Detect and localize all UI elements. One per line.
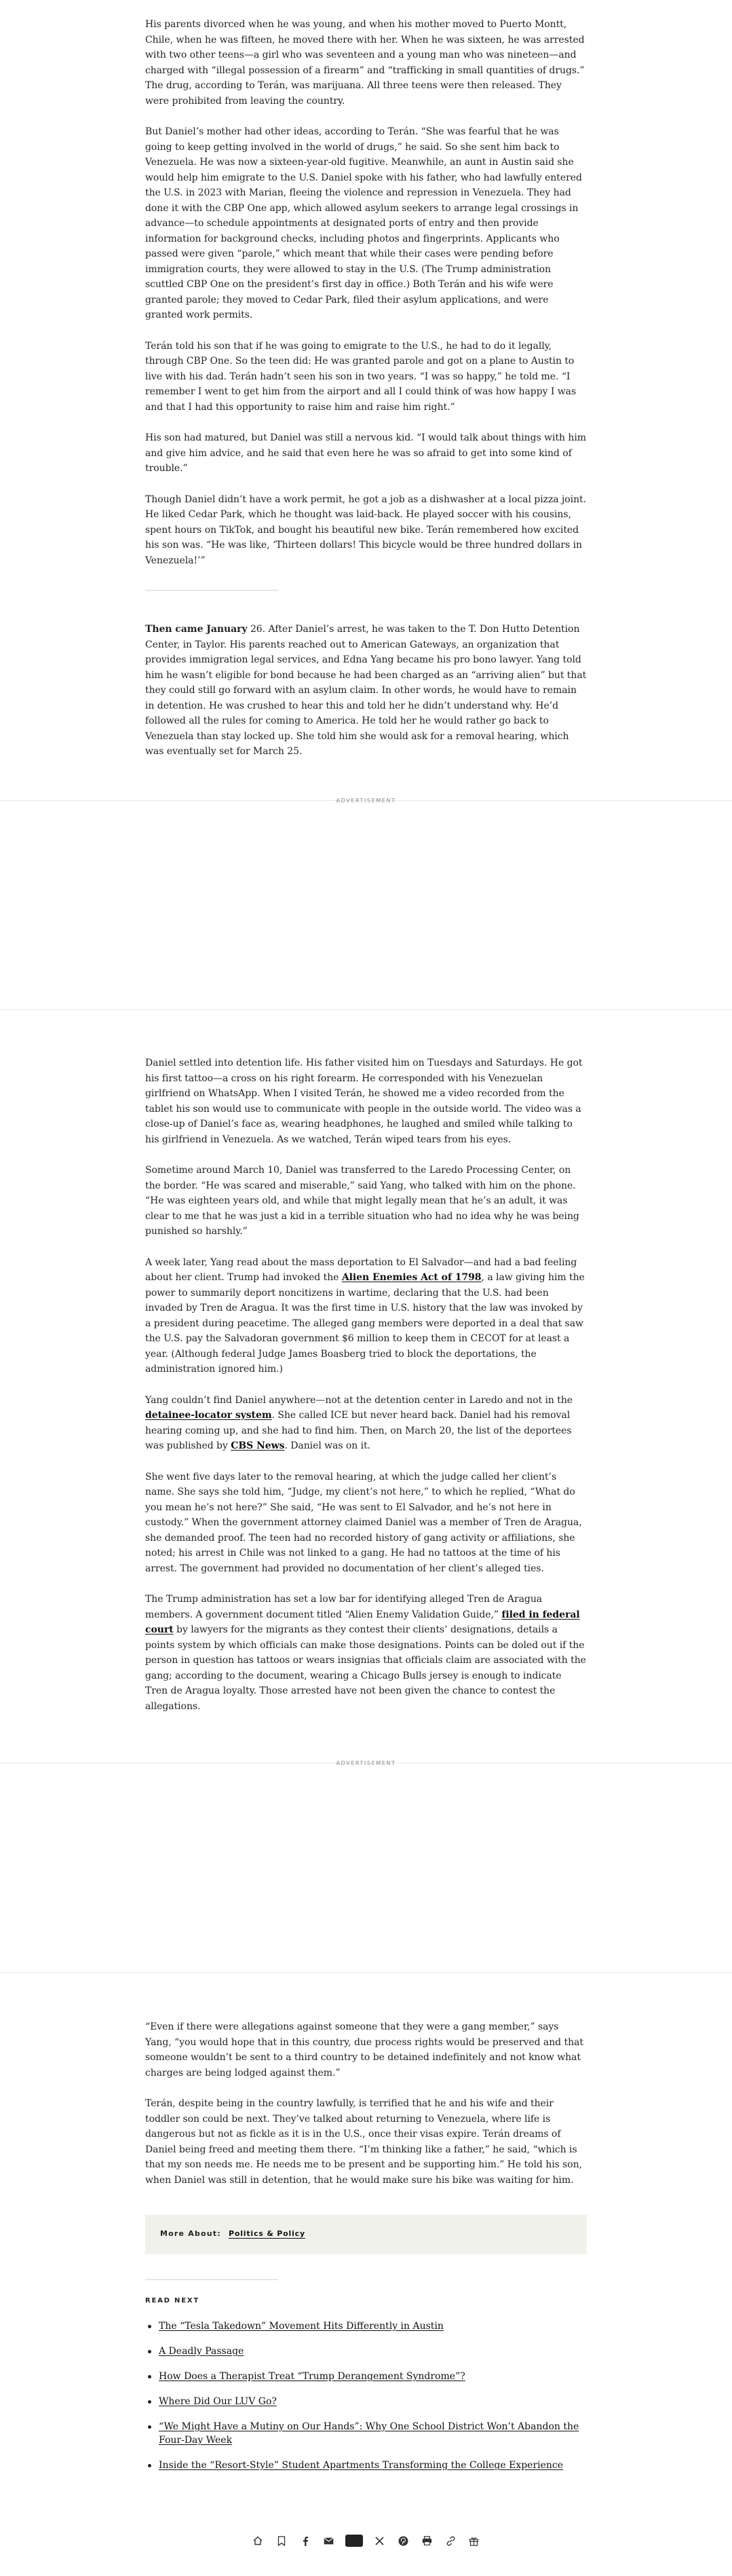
list-item[interactable] bbox=[145, 2370, 587, 2383]
link-icon[interactable] bbox=[444, 2534, 457, 2547]
topic-tag-link[interactable]: Politics & Policy bbox=[229, 2229, 305, 2238]
article-paragraph: But Daniel’s mother had other ideas, according to Terán. “She was fearful that he was going to keep getting involved in the world of drugs,” he said. So she sent him back to Venezuela. He was now a sixteen-year-old fugitive. Meanwhile, an aunt in Austin said she would help him emigrate to the U.S. Daniel spoke with his father, who had lawfully entered the U.S. in 2023 with Marian, fleeing the violence and repression in Venezuela. They had done it with the CBP One app, which allowed asylum seekers to arrange legal crossings in advance—to schedule appointments at designated ports of entry and then provide information for background checks, including photos and fingerprints. Applicants who passed were given “parole,” which meant that while their cases were pending before immigration courts, they were allowed to stay in the U.S. (The Trump administration scuttled CBP One on the president’s first day in office.) Both Terán and his wife were granted parole; they moved to Cedar Park, filed their asylum applications, and were granted work permits. bbox=[145, 126, 582, 320]
more-about-label: More About: bbox=[160, 2229, 221, 2238]
list-item[interactable] bbox=[145, 2395, 587, 2408]
alien-enemies-act-link[interactable]: Alien Enemies Act of 1798 bbox=[341, 1272, 482, 1283]
article-paragraph: Though Daniel didn’t have a work permit, he got a job as a dishwasher at a local pizza joint. He liked Cedar Park, which he thought was laid-back. He played soccer with his cousins, spent hours on TikTok, and bought his beautiful new bike. Terán remembered how excited his son was. “He was like, ‘Thirteen dollars! This bicycle would be three hundred dollars in Venezuela!’” bbox=[145, 493, 587, 566]
list-item[interactable] bbox=[145, 2319, 587, 2333]
article-paragraph: The Trump administration has set a low bar for identifying alleged Tren de Aragua members. A government document titled “Alien Enemy Validation Guide,” filed in federal court by lawyers for the migrants as they contest their clients’ designations, details a points system by which officials can make those designations. Points can be doled out if the person in question has tattoos or wears insignias that officials claim are associated with the gang; according to the document, wearing a Chicago Bulls jersey is enough to indicate Tren de Aragua loyalty. Those arrested have not been given the chance to contest the allegations. bbox=[145, 1594, 586, 1712]
section-divider bbox=[145, 2279, 278, 2280]
article-paragraph: Yang couldn’t find Daniel anywhere—not at the detention center in Laredo and not in the detainee-locator system. She called ICE but never heard back. Daniel had his removal hearing coming up, and she had to find him. Then, on March 20, the list of the deportees was published by CBS News. Daniel was on it. bbox=[145, 1394, 573, 1451]
detainee-locator-link[interactable]: detainee-locator system bbox=[145, 1410, 272, 1421]
article-paragraph: Terán, despite being in the country lawfully, is terrified that he and his wife and their toddler son could be next. They’ve talked about returning to Venezuela, where life is dangerous but not as fickle as it is in the U.S., once their visas expire. Terán dreams of Daniel being freed and meeting them there. “I’m thinking like a father,” he said, “which is that my son needs me. He needs me to be present and be supporting him.” He told his son, when Daniel was still in detention, that he would make sure his bike was waiting for him. bbox=[145, 2098, 583, 2186]
article-paragraph: Terán told his son that if he was going to emigrate to the U.S., he had to do it legally, through CBP One. So the teen did: He was granted parole and got on a plane to Austin to live with his dad. Terán hadn’t seen his son in two years. “I was so happy,” he told me. “I remember I went to get him from the airport and all I could think of was how happy I was and that I had this opportunity to raise him and raise him right.” bbox=[145, 340, 577, 413]
advertisement-slot[interactable] bbox=[0, 806, 732, 1009]
bullet-icon bbox=[148, 2350, 151, 2353]
more-about-box bbox=[145, 2215, 587, 2254]
ad-bottom-border bbox=[0, 1009, 732, 1010]
advertisement-label: ADVERTISEMENT bbox=[336, 1760, 396, 1766]
list-item[interactable] bbox=[145, 2345, 587, 2358]
article-paragraph: His son had matured, but Daniel was still a nervous kid. “I would talk about things with him and give him advice, and he said that even here he was so afraid to get into some kind of trouble.” bbox=[145, 432, 587, 474]
comments-icon[interactable] bbox=[345, 2535, 363, 2547]
bullet-icon bbox=[148, 2400, 151, 2404]
read-next-link[interactable]: How Does a Therapist Treat “Trump Derangement Syndrome”? bbox=[159, 2371, 465, 2382]
article-paragraph: “Even if there were allegations against someone that they were a gang member,” says Yang, “you would hope that in this country, due process rights would be preserved and that someone wouldn’t be sent to a third country to be detained indefinitely and not know what charges are being lodged against them.” bbox=[145, 2021, 583, 2078]
bullet-icon bbox=[148, 2425, 151, 2429]
bullet-icon bbox=[148, 2375, 151, 2378]
bookmark-icon[interactable] bbox=[275, 2534, 288, 2547]
advertisement-slot[interactable] bbox=[0, 1768, 732, 1972]
article-paragraph: Daniel settled into detention life. His father visited him on Tuesdays and Saturdays. He got his first tattoo—a cross on his right forearm. He corresponded with his Venezuelan girlfriend on WhatsApp. When I visited Terán, he showed me a video recorded from the tablet his son would use to communicate with people in the outside world. The video was a close-up of Daniel’s face as, wearing headphones, he laughed and smiled while talking to his girlfriend in Venezuela. As we watched, Terán wiped tears from his eyes. bbox=[145, 1058, 583, 1145]
article-paragraph: She went five days later to the removal hearing, at which the judge called her client’s name. She says she told him, “Judge, my client’s not here,” to which he replied, “What do you mean he’s not here?” She said, “He was sent to El Salvador, and he’s not here in custody.” When the government attorney claimed Daniel was a member of Tren de Aragua, she demanded proof. The teen had no recorded history of gang activity or affiliations, she noted; his arrest in Chile was not linked to a gang. He had no tattoos at the time of his arrest. The government had provided no documentation of her client’s alleged ties. bbox=[145, 1471, 582, 1574]
email-icon[interactable] bbox=[322, 2534, 335, 2547]
list-item[interactable] bbox=[145, 2420, 587, 2447]
article-paragraph: His parents divorced when he was young, and when his mother moved to Puerto Montt, Chile, when he was fifteen, he moved there with her. When he was sixteen, he was arrested with two other teens—a girl who was seventeen and a young man who was nineteen—and charged with “illegal possession of a firearm” and “trafficking in small quantities of drugs.” The drug, according to Terán, was marijuana. All three teens were then released. They were prohibited from leaving the country. bbox=[145, 19, 585, 107]
advertisement-label: ADVERTISEMENT bbox=[336, 798, 396, 804]
article-body-part-4 bbox=[145, 2019, 587, 2188]
share-toolbar bbox=[251, 2533, 481, 2549]
facebook-icon[interactable] bbox=[298, 2534, 312, 2547]
home-icon[interactable] bbox=[251, 2534, 265, 2547]
article-body-part-3 bbox=[145, 1056, 587, 1714]
section-divider bbox=[145, 590, 278, 591]
cbs-news-link[interactable]: CBS News bbox=[231, 1440, 285, 1451]
read-next-list bbox=[145, 2319, 587, 2484]
print-icon[interactable] bbox=[420, 2534, 434, 2547]
read-next-heading: READ NEXT bbox=[145, 2297, 199, 2304]
ad-bottom-border bbox=[0, 1972, 732, 1973]
article-paragraph: Then came January 26. After Daniel’s arrest, he was taken to the T. Don Hutto Detention Center, in Taylor. His parents reached out to American Gateways, an organization that provides immigration legal services, and Edna Yang became his pro bono lawyer. Yang told him he wasn’t eligible for bond because he had been charged as an “arriving alien” but that they could still go forward with an asylum claim. In other words, he would have to remain in detention. He was crushed to hear this and told her he didn’t understand why. He’d followed all the rules for coming to America. He told her he would rather go back to Venezuela than stay locked up. She told him she would ask for a removal hearing, which was eventually set for March 25. bbox=[145, 624, 587, 757]
section-lead-in: Then came January bbox=[145, 624, 248, 635]
article-body-part-2 bbox=[145, 622, 587, 760]
gift-icon[interactable] bbox=[467, 2534, 481, 2547]
bullet-icon bbox=[148, 2464, 151, 2467]
read-next-link[interactable]: Where Did Our LUV Go? bbox=[159, 2396, 277, 2407]
read-next-link[interactable]: The “Tesla Takedown” Movement Hits Differently in Austin bbox=[159, 2321, 444, 2332]
article-body-part-1 bbox=[145, 17, 587, 568]
read-next-link[interactable]: A Deadly Passage bbox=[159, 2346, 244, 2357]
list-item[interactable] bbox=[145, 2459, 587, 2472]
read-next-link[interactable]: “We Might Have a Mutiny on Our Hands”: Why One School District Won’t Abandon the Four-Day Week bbox=[159, 2421, 579, 2446]
article-paragraph: A week later, Yang read about the mass deportation to El Salvador—and had a bad feeling about her client. Trump had invoked the Alien Enemies Act of 1798, a law giving him the power to summarily deport noncitizens in wartime, declaring that the U.S. had been invaded by Tren de Aragua. It was the first time in U.S. history that the law was invoked by a president during peacetime. The alleged gang members were deported in a deal that saw the U.S. pay the Salvadoran government $6 million to keep them in CECOT for at least a year. (Although federal Judge James Boasberg tried to block the deportations, the administration ignored him.) bbox=[145, 1256, 585, 1375]
pinterest-icon[interactable] bbox=[397, 2534, 410, 2547]
read-next-link[interactable]: Inside the “Resort-Style” Student Apartments Transforming the College Experience bbox=[159, 2460, 564, 2471]
bullet-icon bbox=[148, 2325, 151, 2328]
article-paragraph: Sometime around March 10, Daniel was transferred to the Laredo Processing Center, on the border. “He was scared and miserable,” said Yang, who talked with him on the phone. “He was eighteen years old, and while that might legally mean that he’s an adult, it was clear to me that he was just a kid in a terrible situation who had no idea why he was being punished so harshly.” bbox=[145, 1165, 579, 1237]
federal-court-filing-link[interactable]: filed in federal court bbox=[145, 1609, 580, 1635]
x-icon[interactable] bbox=[373, 2534, 387, 2547]
